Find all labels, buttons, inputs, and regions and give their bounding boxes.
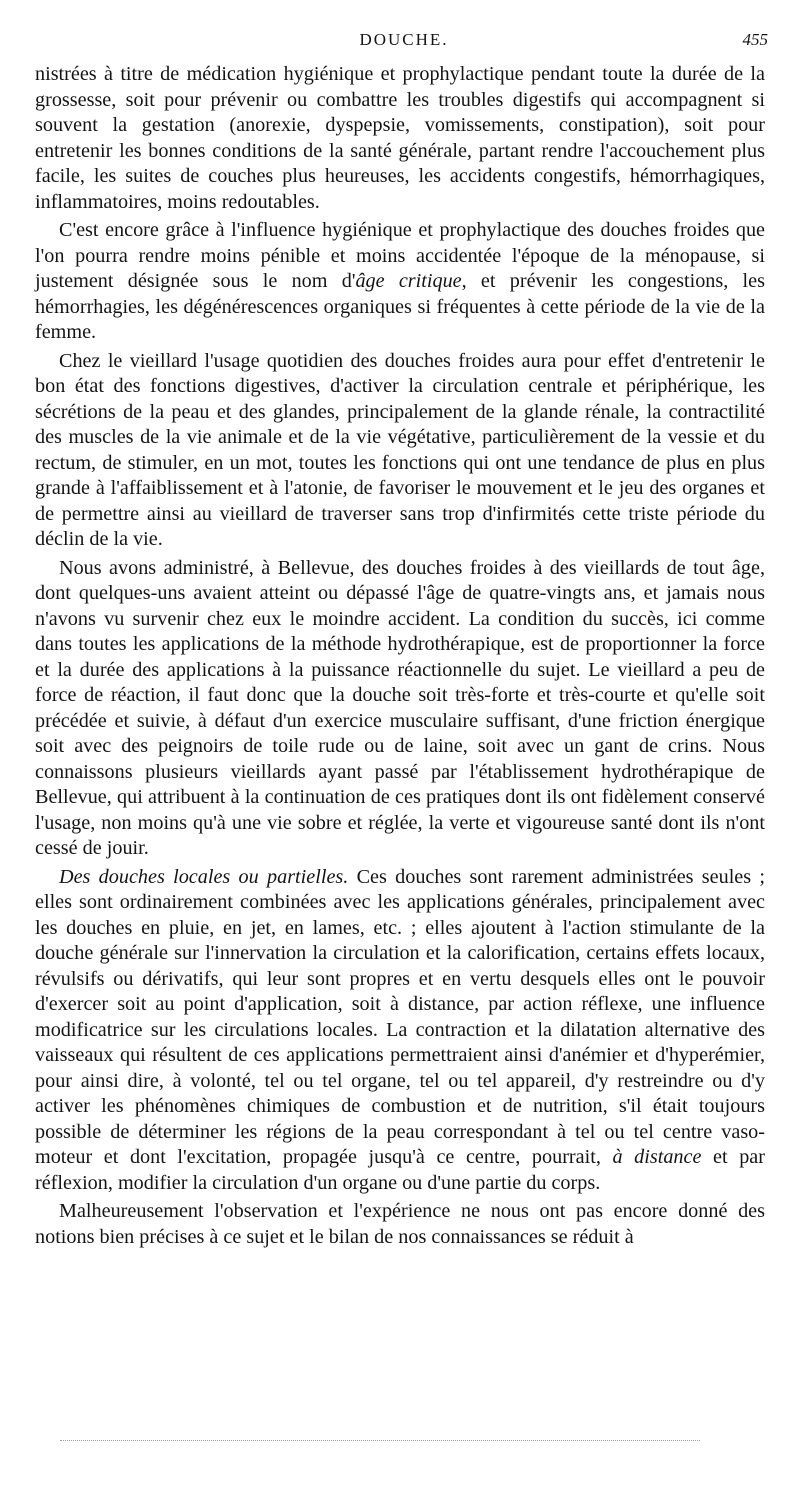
text-run: Nous avons administré, à Bellevue, des douches froides à des vieillards de tout âge, dont quelques-uns avaient atteint ou dépassé l'âge de quatre-vingts ans, et jamais nous n'avons vu survenir chez eux le moindre accident. La condition du succès, ici comme dans toutes les applications de la méthode hydrothérapique, est de proportionner la force et la durée des applications à la puissance réactionnelle du sujet. Le vieillard a peu de force de réaction, il faut donc que la douche soit très-forte et très-courte et qu'elle soit précédée et suivie, à défaut d'un exercice musculaire suffisant, d'une friction énergique soit avec des peignoirs de toile rude ou de laine, soit avec un gant de crins. Nous connaissons plusieurs vieillards ayant passé par l'établissement hydrothérapique de Bellevue, qui attribuent à la continuation de ces pratiques dont ils ont fidèlement conservé l'usage, non moins qu'à une vie sobre et réglée, la verte et vigoureuse santé dont ils n'ont cessé de jouir.	[35, 556, 765, 859]
text-run: C'est encore grâce à l'influence hygiénique et prophylactique des douches froides que l'on pourra rendre moins pénible et moins accidentée l'époque de la ménopause, si justement désignée sous le nom d'	[35, 219, 765, 292]
paragraph	[35, 62, 765, 215]
text-run: Ces douches sont rarement administrées seules ; elles sont ordinairement combinées avec les applications générales, principalement avec les douches en pluie, en jet, en lames, etc. ; elles ajoutent à l'action stimulante de la douche générale sur l'innervation la circulation et la calorification, certains effets locaux, révulsifs ou dérivatifs, qui leur sont propres et en vertu desquels elles ont le pouvoir d'exercer soit au point d'application, soit à distance, par action réflexe, une influence modificatrice sur les circulations locales. La contraction et la dilatation alternative des vaisseaux qui résultent de ces applications permettraient ainsi d'anémier et d'hyperémier, pour ainsi dire, à volonté, tel ou tel organe, tel ou tel appareil, d'y restreindre ou d'y activer les phénomènes chimiques de combustion et de nutrition, s'il était toujours possible de déterminer les régions de la peau correspondant à tel ou tel centre vaso-moteur et dont l'excitation, propagée jusqu'à ce centre, pourrait,	[35, 865, 766, 1168]
italic-text-run: âge critique	[355, 270, 462, 292]
paragraph	[35, 556, 765, 862]
italic-text-run: Des douches locales ou partielles.	[59, 865, 349, 888]
text-run: Chez le vieillard l'usage quotidien des douches froides aura pour effet d'entretenir le bon état des fonctions digestives, d'activer la circulation centrale et périphérique, les sécrétions de la peau et des glandes, principalement de la glande rénale, la contractilité des muscles de la vie animale et de la vie végétative, particulièrement de la vessie et du rectum, de stimuler, en un mot, toutes les fonctions qui ont une tendance de plus en plus grande à l'affaiblissement et à l'atonie, de favoriser le mouvement et le jeu des organes et de permettre ainsi au vieillard de traverser sans trop d'infirmités cette triste période du déclin de la vie.	[35, 349, 765, 550]
text-run: , et prévenir les congestions, les hémorrhagies, les dégénérescences organiques si fréquentes à cette période de la vie de la femme.	[35, 270, 765, 343]
text-run: et par réflexion, modifier la circulation d'un organe ou d'une partie du corps.	[35, 1146, 765, 1194]
italic-text-run: à distance	[612, 1146, 702, 1168]
paragraph	[35, 865, 765, 1197]
paragraph	[35, 349, 765, 553]
text-run: nistrées à titre de médication hygiénique et prophylactique pendant toute la durée de la grossesse, soit pour prévenir ou combattre les troubles digestifs qui accompagnent si souvent la gestation (anorexie, dyspepsie, vomissements, constipation), soit pour entretenir les bonnes conditions de la santé générale, partant rendre l'accouchement plus facile, les suites de couches plus heureuses, les accidents congestifs, hémorrhagiques, inflammatoires, moins redoutables.	[35, 63, 765, 213]
running-title: DOUCHE.	[359, 30, 449, 49]
paragraph	[35, 1199, 765, 1250]
running-head	[40, 30, 768, 54]
page-number: 455	[742, 30, 768, 49]
text-run: Malheureusement l'observation et l'expérience ne nous ont pas encore donné des notions bien précises à ce sujet et le bilan de nos connaissances se réduit à	[35, 1200, 765, 1248]
paragraph	[35, 218, 765, 346]
footer-dotted-rule	[60, 1440, 700, 1441]
body-text	[35, 62, 765, 1253]
